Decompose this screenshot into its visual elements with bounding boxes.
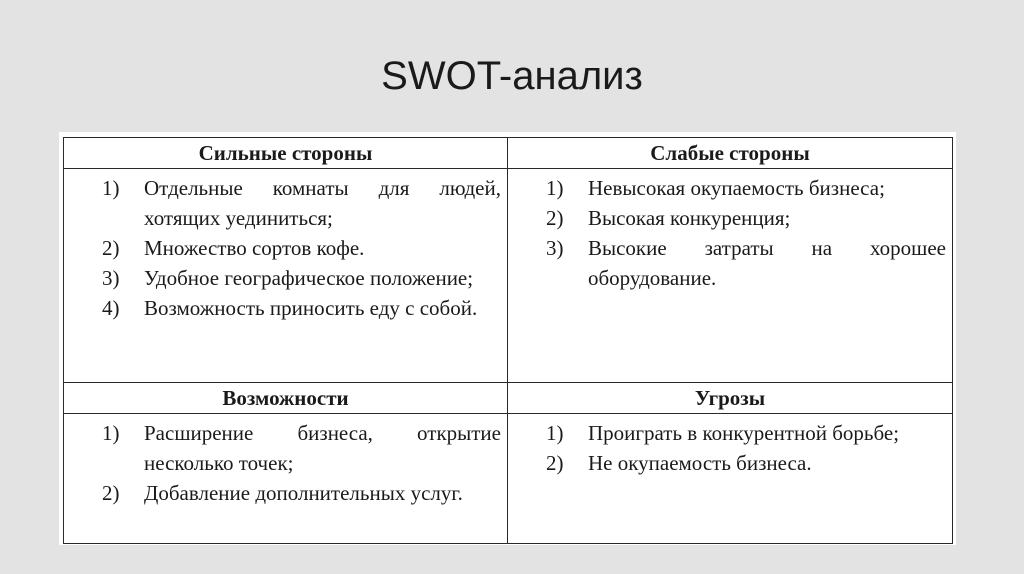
item-text: Не окупаемость бизнеса.: [588, 451, 812, 475]
strengths-cell: [64, 169, 508, 383]
list-item: [102, 478, 501, 508]
slide-title: SWOT-анализ: [381, 54, 643, 98]
item-number: 1): [546, 421, 564, 445]
swot-header-row-top: [64, 138, 953, 169]
item-text: Невысокая окупаемость бизнеса;: [588, 176, 885, 200]
item-text: Отдельные комнаты для людей, хотящих уединиться;: [144, 176, 501, 230]
list-item: [546, 448, 946, 478]
list-item: [546, 418, 946, 448]
swot-table: [63, 137, 953, 544]
item-number: 2): [546, 206, 564, 230]
item-text: Возможность приносить еду с собой.: [144, 296, 478, 320]
threats-list: [546, 418, 946, 478]
threats-header: Угрозы: [508, 383, 953, 414]
strengths-list: [102, 173, 501, 323]
item-number: 1): [546, 176, 564, 200]
strengths-header: Сильные стороны: [64, 138, 508, 169]
weaknesses-list: [546, 173, 946, 293]
list-item: [102, 263, 501, 293]
list-item: [546, 173, 946, 203]
item-number: 2): [546, 451, 564, 475]
list-item: [546, 203, 946, 233]
item-text: Проиграть в конкурентной борьбе;: [588, 421, 900, 445]
item-number: 3): [102, 266, 120, 290]
list-item: [102, 233, 501, 263]
swot-body-row-bottom: [64, 414, 953, 544]
item-text: Множество сортов кофе.: [144, 236, 365, 260]
item-text: Добавление дополнительных услуг.: [144, 481, 463, 505]
weaknesses-header: Слабые стороны: [508, 138, 953, 169]
item-number: 1): [102, 421, 120, 445]
list-item: [102, 173, 501, 233]
swot-table-panel: [59, 132, 956, 545]
item-number: 2): [102, 481, 120, 505]
item-number: 2): [102, 236, 120, 260]
list-item: [102, 293, 501, 323]
opportunities-header: Возможности: [64, 383, 508, 414]
list-item: [102, 418, 501, 478]
weaknesses-cell: [508, 169, 953, 383]
threats-cell: [508, 414, 953, 544]
item-text: Удобное географическое положение;: [144, 266, 474, 290]
item-number: 4): [102, 296, 120, 320]
swot-header-row-bottom: [64, 383, 953, 414]
item-text: Высокая конкуренция;: [588, 206, 791, 230]
item-number: 3): [546, 236, 564, 260]
list-item: [546, 233, 946, 293]
item-text: Расширение бизнеса, открытие несколько точек;: [144, 421, 501, 475]
item-number: 1): [102, 176, 120, 200]
opportunities-list: [102, 418, 501, 508]
opportunities-cell: [64, 414, 508, 544]
item-text: Высокие затраты на хорошее оборудование.: [588, 236, 946, 290]
swot-body-row-top: [64, 169, 953, 383]
